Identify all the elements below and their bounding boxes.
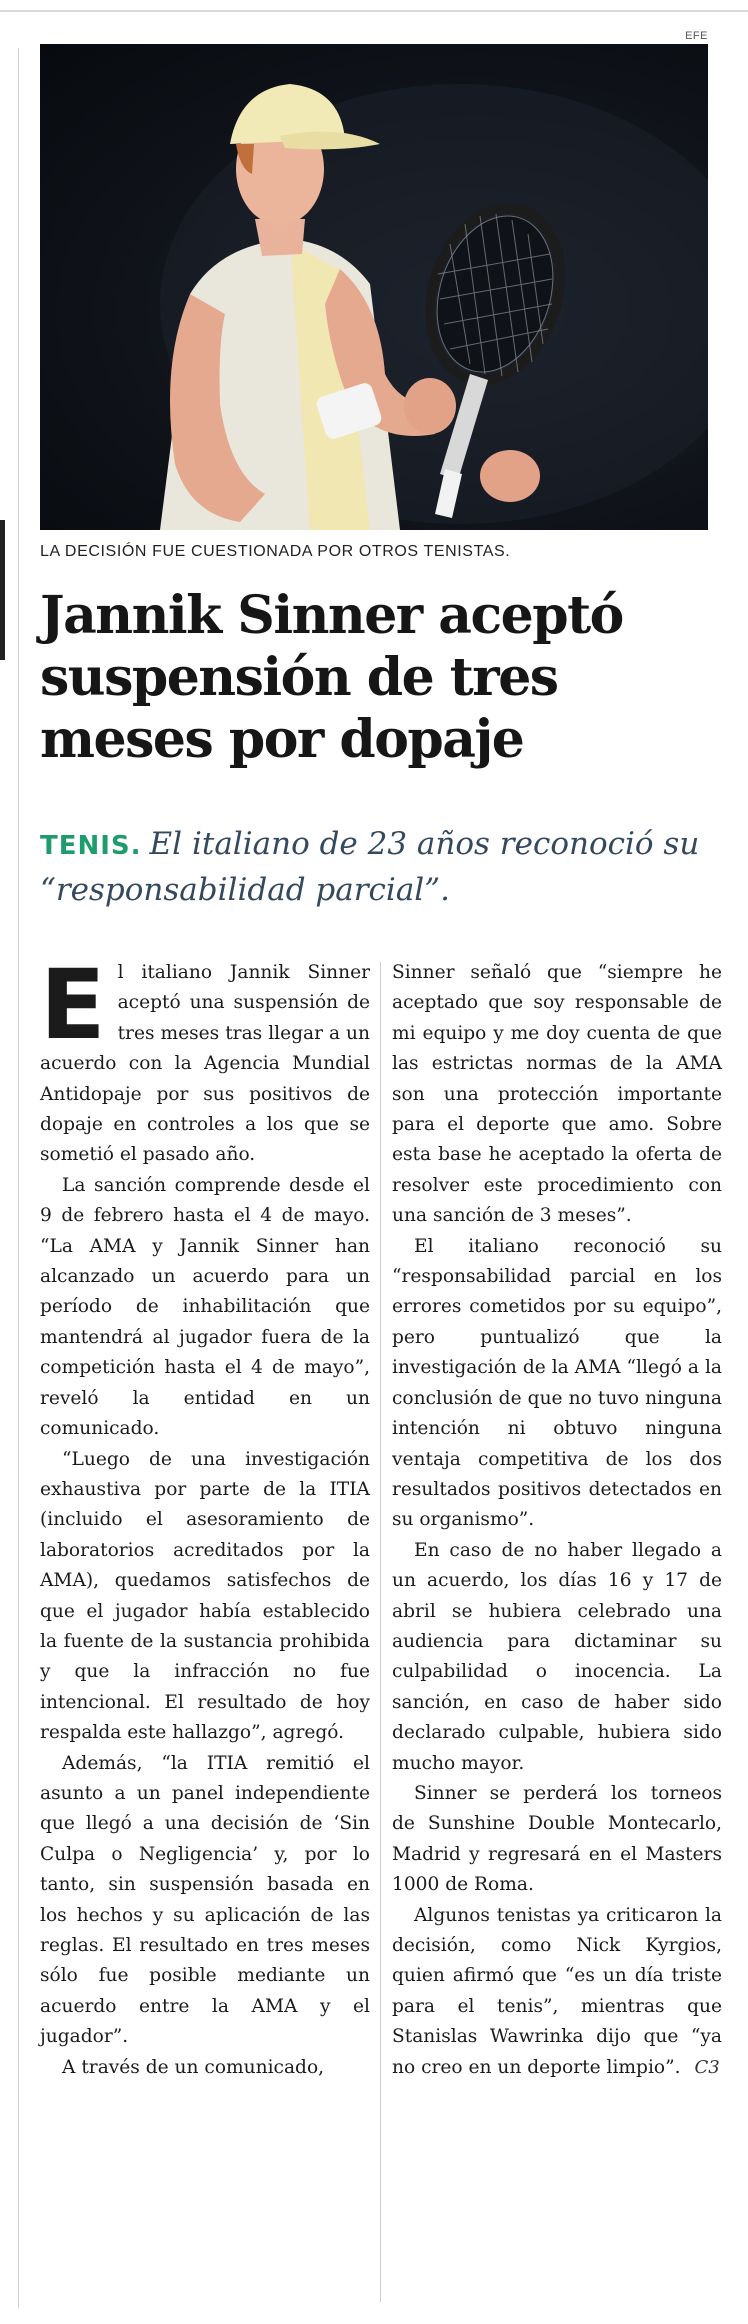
- paragraph: [392, 1901, 722, 2083]
- subhead-text: El italiano de 23 años reconoció su “responsabilidad parcial”.: [40, 826, 700, 908]
- paragraph: Sinner señaló que “siempre he aceptado que soy responsable de mi equipo y me doy cuenta de que las estrictas normas de la AMA son una protección importante para el deporte que amo. Sobre esta base he aceptado la oferta de resolver este procedimiento con una sanción de 3 meses”.: [392, 962, 722, 1227]
- paragraph: “Luego de una investigación exhaustiva por parte de la ITIA (incluido el asesoramiento de laboratorios acreditados por la AMA), quedamos satisfechos de que el jugador había establecido la fuente de la sustancia prohibida y que la infracción no fue intencional. El resultado de hoy respalda este hallazgo”, agregó.: [40, 1448, 370, 1744]
- paragraph: El italiano reconoció su “responsabilidad parcial en los errores cometidos por su equipo”, pero puntualizó que la investigación de la AMA “llegó a la conclusión de que no tuvo ninguna intención ni obtuvo ninguna ventaja competitiva de los dos resultados positivos detectados en su organismo”.: [392, 1235, 722, 1531]
- article-headline: Jannik Sinner aceptó suspensión de tres meses por dopaje: [40, 585, 623, 770]
- column-divider: [380, 962, 381, 2302]
- paragraph: A través de un comunicado,: [62, 2056, 325, 2078]
- paragraph: Sinner se perderá los torneos de Sunshine Double Montecarlo, Madrid y regresará en el Masters 1000 de Roma.: [392, 1782, 722, 1896]
- paragraph: En caso de no haber llegado a un acuerdo, los días 16 y 17 de abril se hubiera celebrado una audiencia para dictaminar su culpabilidad o inocencia. La sanción, en caso de haber sido declarado culpable, hubiera sido mucho mayor.: [392, 1539, 722, 1774]
- paragraph: La sanción comprende desde el 9 de febrero hasta el 4 de mayo. “La AMA y Jannik Sinner han alcanzado un acuerdo para un período de inhabilitación que mantendrá al jugador fuera de la competición hasta el 4 de mayo”, reveló la entidad en un comunicado.: [40, 1174, 370, 1440]
- photo-credit: EFE: [685, 30, 708, 42]
- drop-cap: E: [40, 949, 106, 1061]
- paragraph: Además, “la ITIA remitió el asunto a un panel independiente que llegó a una decisión de ‘Sin Culpa o Negligencia’ y, por lo tanto, sin suspensión basada en los hechos y su aplicación de las reglas. El resultado en tres meses sólo fue posible mediante un acuerdo entre la AMA y el jugador”.: [40, 1752, 370, 2048]
- section-kicker: TENIS.: [40, 831, 142, 861]
- photo-caption: LA DECISIÓN FUE CUESTIONADA POR OTROS TENISTAS.: [40, 543, 511, 560]
- article-photo: [40, 44, 708, 530]
- article-column-right: [392, 958, 722, 2083]
- article-subhead: [40, 822, 720, 912]
- article-column-left: [40, 949, 370, 2083]
- page-margin-rule: [18, 48, 19, 2308]
- paragraph: l italiano Jannik Sinner aceptó una suspensión de tres meses tras llegar a un acuerdo con la Agencia Mundial Antidopaje por sus positivos de dopaje en controles a los que se sometió el pasado año.: [40, 962, 370, 1166]
- page-edge-mark: [0, 520, 5, 660]
- top-rule: [0, 10, 748, 12]
- paragraph-text: Algunos tenistas ya criticaron la decisión, como Nick Kyrgios, quien afirmó que “es un día triste para el tenis”, mientras que Stanislas Wawrinka dijo que “ya no creo en un deporte limpio”.: [392, 1904, 722, 2078]
- tennis-player-illustration: [40, 44, 708, 530]
- end-mark: C3: [694, 2056, 720, 2078]
